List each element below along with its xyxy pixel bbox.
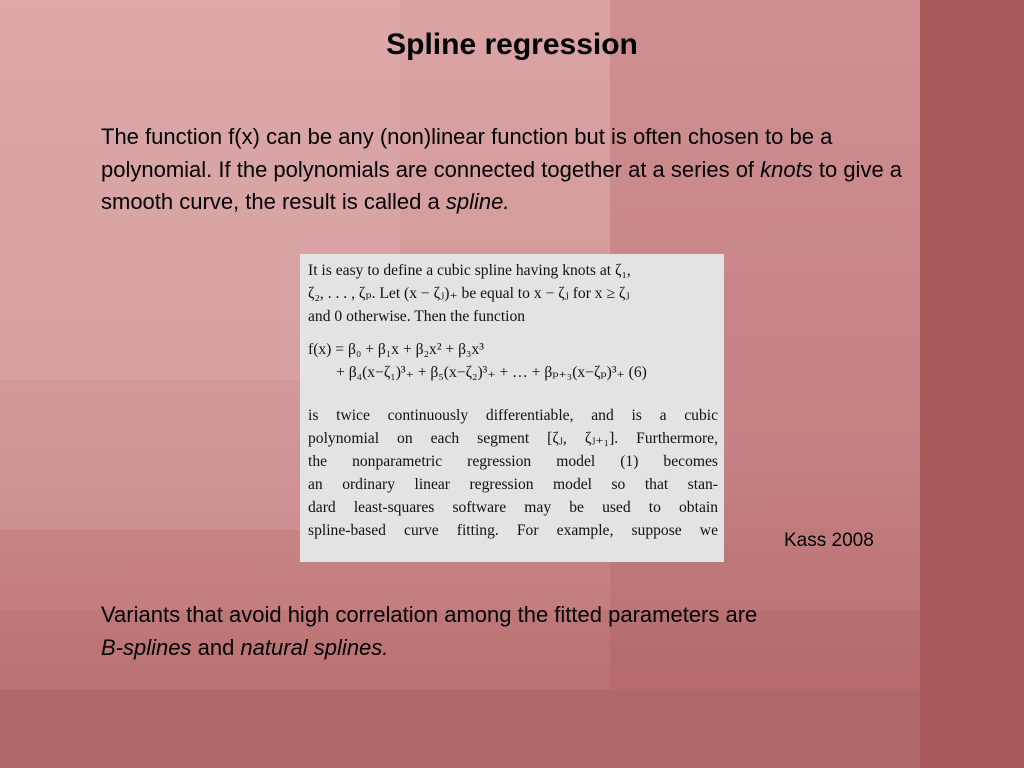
- variants-and: and: [191, 634, 241, 660]
- excerpt-line: an ordinary linear regression model so that stan-: [308, 476, 718, 493]
- citation-credit: Kass 2008: [784, 530, 874, 551]
- excerpt-line: is twice continuously differentiable, and is a cubic: [308, 407, 718, 424]
- natural-splines-term: natural splines: [240, 634, 383, 660]
- knots-term: knots: [760, 156, 813, 182]
- excerpt-line: It is easy to define a cubic spline having knots at ζ₁,: [308, 262, 631, 279]
- excerpt-line: the nonparametric regression model (1) becomes: [308, 453, 718, 470]
- excerpt-line: spline-based curve fitting. For example, suppose we: [308, 522, 718, 539]
- variants-end: .: [382, 634, 389, 660]
- slide-title: Spline regression: [386, 28, 638, 61]
- paper-excerpt-image: [300, 254, 724, 562]
- excerpt-equation-line-2: + β₄(x−ζ₁)³₊ + β₅(x−ζ₂)³₊ + … + βₚ₊₃(x−ζₚ)³₊ (6): [336, 364, 647, 381]
- variants-text-1: Variants that avoid high correlation among the fitted parameters are: [101, 602, 758, 627]
- excerpt-line: dard least-squares software may be used to obtain: [308, 499, 718, 516]
- intro-text-2: to give a smooth curve, the result is called a: [101, 156, 903, 214]
- excerpt-line: and 0 otherwise. Then the function: [308, 308, 526, 325]
- spline-term: spline: [445, 189, 504, 214]
- intro-paragraph: [101, 121, 931, 219]
- excerpt-line: ζ₂, . . . , ζₚ. Let (x − ζⱼ)₊ be equal to x − ζⱼ for x ≥ ζⱼ: [308, 285, 630, 302]
- bsplines-term: B-splines: [101, 634, 192, 660]
- excerpt-line: polynomial on each segment [ζⱼ, ζⱼ₊₁]. Furthermore,: [308, 430, 718, 447]
- excerpt-equation-line-1: f(x) = β₀ + β₁x + β₂x² + β₃x³: [308, 341, 484, 358]
- variants-paragraph: [101, 599, 931, 664]
- intro-text-1: The function f(x) can be any (non)linear function but is often chosen to be a polynomial. If the polynomials are connected together at a series of: [101, 124, 833, 182]
- intro-end: .: [503, 189, 510, 214]
